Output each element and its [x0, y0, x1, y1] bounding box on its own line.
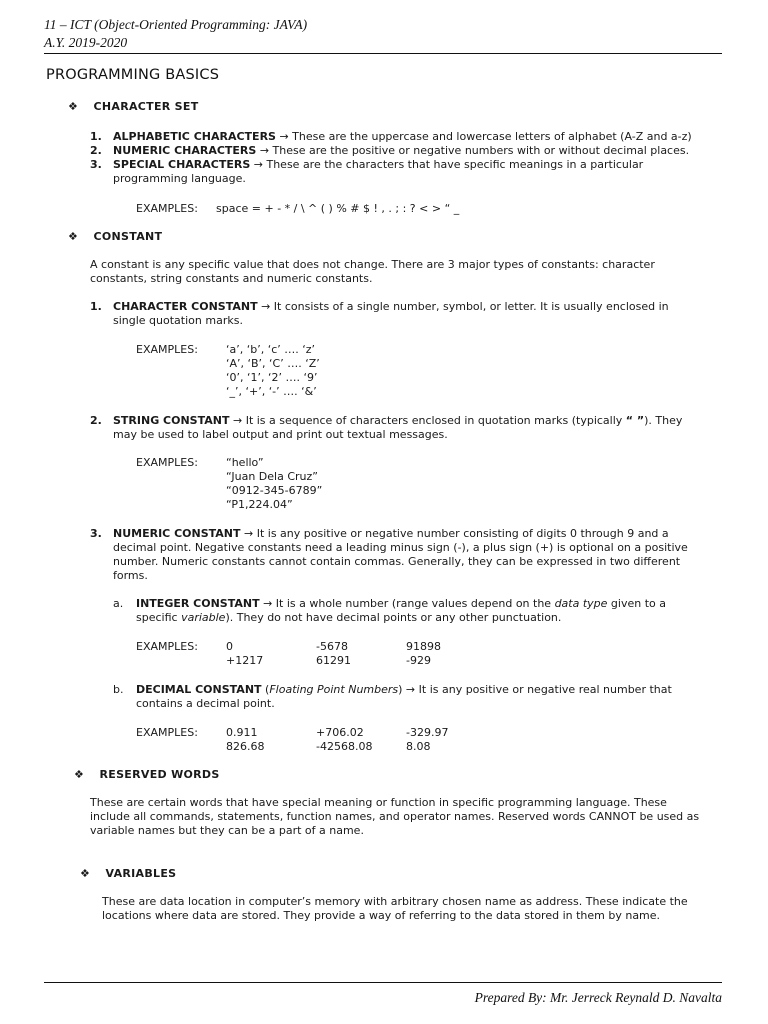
section-character-set: [68, 100, 199, 114]
example-line: “P1,224.04”: [226, 498, 293, 511]
outline-diamond-bullet-icon: ❖: [68, 230, 78, 243]
academic-year: A.Y. 2019-2020: [44, 35, 128, 50]
sub-list-item: a. INTEGER CONSTANT → It is a whole number (range values depend on the data type given to a: [113, 597, 666, 610]
example-cell: -929: [406, 654, 431, 667]
example-line: “0912-345-6789”: [226, 484, 323, 497]
list-item-continuation: decimal point. Negative constants need a leading minus sign (-), a plus sign (+) is optional on a positive: [113, 541, 688, 554]
section-heading: RESERVED WORDS: [99, 768, 220, 781]
example-cell: -329.97: [406, 726, 449, 739]
prepared-by: Prepared By: Mr. Jerreck Reynald D. Navalta: [474, 990, 722, 1005]
course-title: 11 – ICT (Object-Oriented Programming: JAVA): [44, 17, 308, 32]
page-title: PROGRAMMING BASICS: [46, 67, 220, 83]
sub-list-item-continuation: specific variable). They do not have decimal points or any other punctuation.: [136, 611, 562, 624]
paragraph-line: These are certain words that have special meaning or function in specific programming language. These: [90, 796, 667, 809]
example-cell: -5678: [316, 640, 348, 653]
examples-label: EXAMPLES:: [136, 726, 198, 739]
paragraph-line: include all commands, statements, function names, and operator names. Reserved words CANNOT be used as: [90, 810, 700, 823]
example-cell: -42568.08: [316, 740, 373, 753]
list-item-continuation: single quotation marks.: [113, 314, 243, 327]
example-cell: +706.02: [316, 726, 364, 739]
example-line: “Juan Dela Cruz”: [226, 470, 318, 483]
section-reserved-words: [74, 768, 220, 782]
section-constant: [68, 230, 162, 244]
list-item: 2. STRING CONSTANT → It is a sequence of characters enclosed in quotation marks (typically “ ”). They: [90, 414, 683, 427]
examples-label: EXAMPLES:: [136, 640, 198, 653]
example-cell: 0.911: [226, 726, 258, 739]
list-item-continuation: forms.: [113, 569, 148, 582]
diamond-bullet-icon: ❖: [74, 768, 84, 781]
paragraph-line: A constant is any specific value that does not change. There are 3 major types of constants: character: [90, 258, 655, 271]
example-line: “hello”: [226, 456, 264, 469]
examples-label: EXAMPLES:: [136, 343, 198, 356]
list-item: 3. SPECIAL CHARACTERS → These are the characters that have specific meanings in a particular: [90, 158, 644, 171]
examples-value: space = + - * / \ ^ ( ) % # $ ! , . ; : ? < > “ _: [216, 202, 460, 215]
example-cell: +1217: [226, 654, 264, 667]
section-variables: [80, 867, 176, 881]
paragraph-line: constants, string constants and numeric constants.: [90, 272, 373, 285]
diamond-bullet-icon: ❖: [68, 100, 78, 113]
example-line: ‘a’, ‘b’, ‘c’ …. ‘z’: [226, 343, 315, 356]
list-item-continuation: may be used to label output and print out textual messages.: [113, 428, 448, 441]
list-item-continuation: programming language.: [113, 172, 246, 185]
header-rule: [44, 53, 722, 54]
examples-label: EXAMPLES:: [136, 202, 198, 215]
list-item: 1. ALPHABETIC CHARACTERS → These are the uppercase and lowercase letters of alphabet (A-Z and a-z): [90, 130, 692, 143]
list-item: 1. CHARACTER CONSTANT → It consists of a single number, symbol, or letter. It is usually enclosed in: [90, 300, 669, 313]
example-cell: 0: [226, 640, 233, 653]
sub-list-item-continuation: contains a decimal point.: [136, 697, 275, 710]
diamond-bullet-icon: ❖: [80, 867, 90, 880]
examples-label: EXAMPLES:: [136, 456, 198, 469]
paragraph-line: locations where data are stored. They provide a way of referring to the data stored in them by name.: [102, 909, 661, 922]
list-item: 2. NUMERIC CHARACTERS → These are the positive or negative numbers with or without decimal places.: [90, 144, 690, 157]
example-cell: 826.68: [226, 740, 265, 753]
example-cell: 61291: [316, 654, 351, 667]
list-item: 3. NUMERIC CONSTANT → It is any positive or negative number consisting of digits 0 through 9 and a: [90, 527, 669, 540]
section-heading: VARIABLES: [105, 867, 177, 880]
example-line: ‘_’, ‘+’, ‘-’ …. ‘&’: [226, 385, 317, 398]
paragraph-line: variable names but they can be a part of a name.: [90, 824, 364, 837]
sub-list-item: b. DECIMAL CONSTANT (Floating Point Numbers) → It is any positive or negative real number that: [113, 683, 672, 696]
list-item-continuation: number. Numeric constants cannot contain commas. Generally, they can be expressed in two different: [113, 555, 681, 568]
footer-rule: [44, 982, 722, 983]
example-line: ‘A’, ‘B’, ‘C’ …. ‘Z’: [226, 357, 320, 370]
section-heading: CHARACTER SET: [93, 100, 199, 113]
section-heading: CONSTANT: [93, 230, 163, 243]
paragraph-line: These are data location in computer’s memory with arbitrary chosen name as address. These indicate the: [102, 895, 688, 908]
example-line: ‘0’, ‘1’, ‘2’ …. ‘9’: [226, 371, 318, 384]
example-cell: 8.08: [406, 740, 431, 753]
example-cell: 91898: [406, 640, 441, 653]
